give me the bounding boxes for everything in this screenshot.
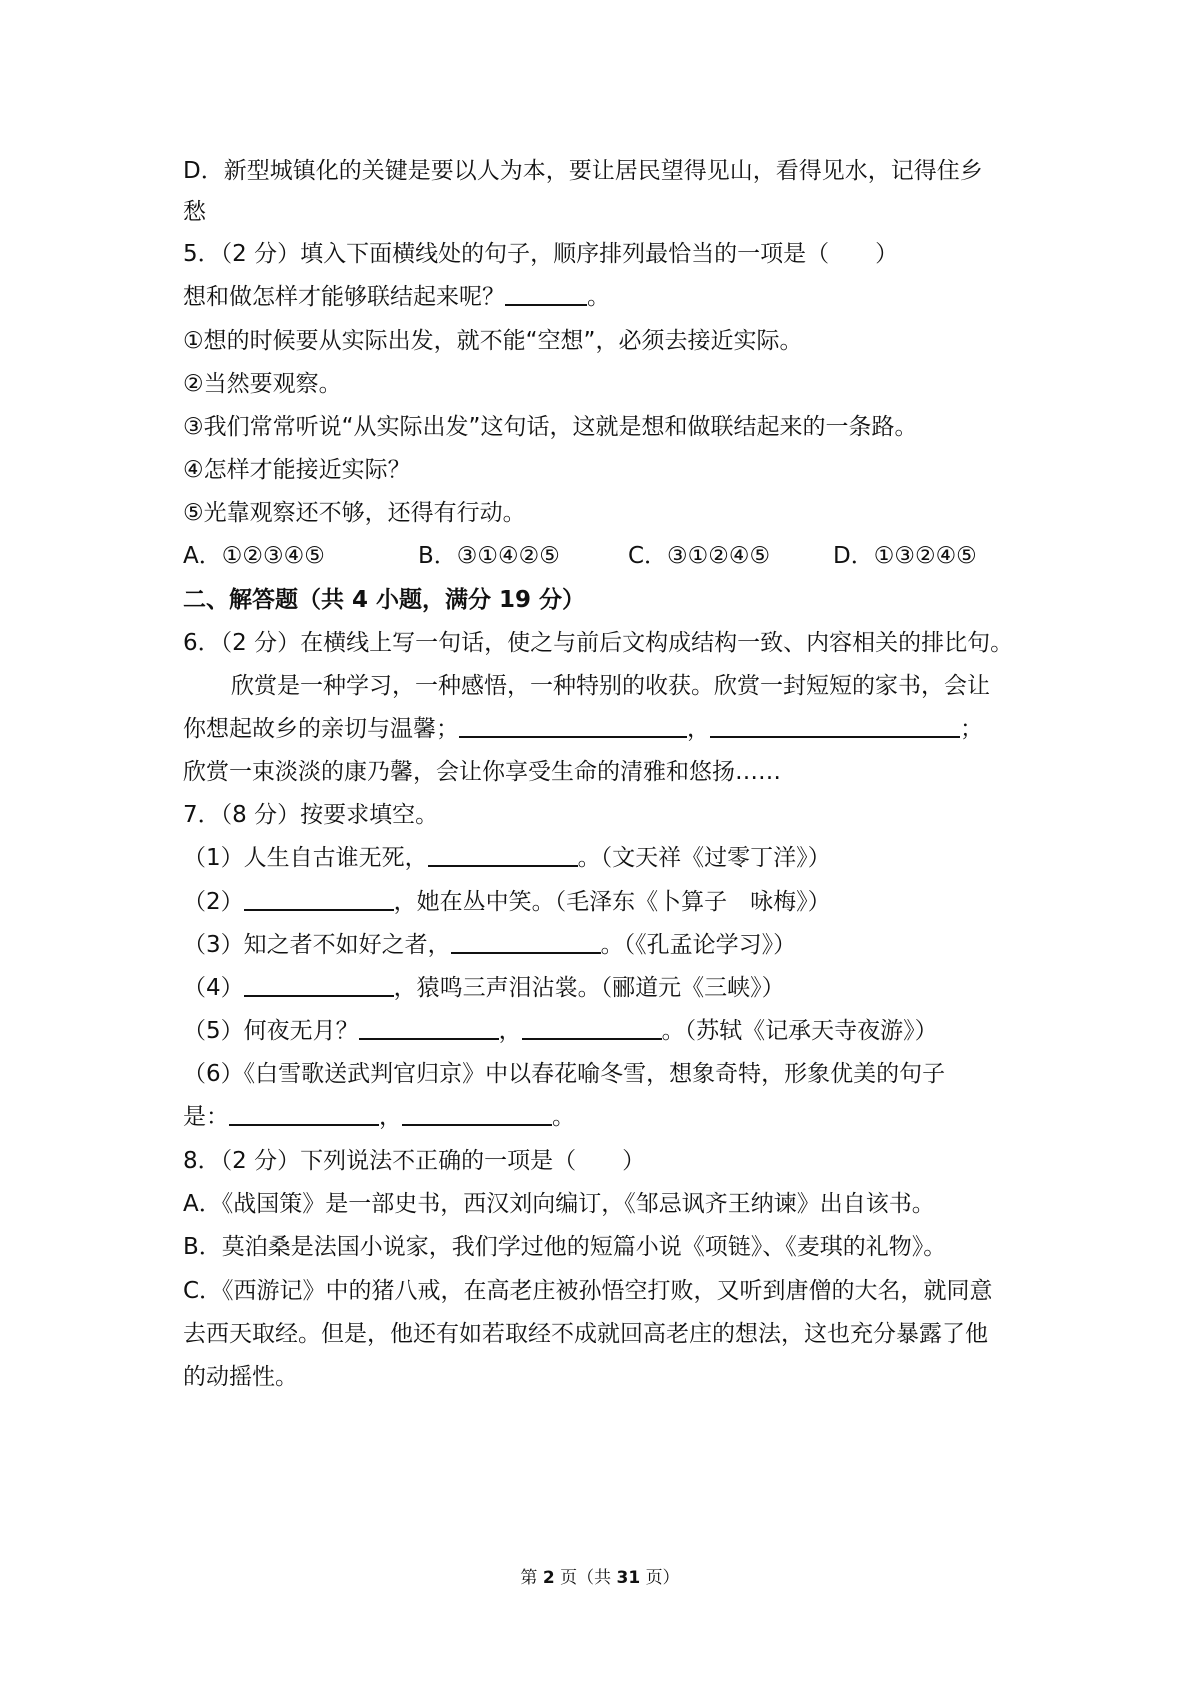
q4-option-d-line1: D．新型城镇化的关键是要以人为本，要让居民望得见山，看得见水，记得住乡 [183,158,983,184]
q7-item-1: （1）人生自古谁无死， 。（文天祥《过零丁洋》） [183,845,831,871]
answer-blank [359,1016,499,1040]
q8-option-c-line3: 的动摇性。 [183,1364,298,1390]
q8-option-b: B．莫泊桑是法国小说家，我们学过他的短篇小说《项链》、《麦琪的礼物》。 [183,1234,947,1260]
q5-lead: 想和做怎样才能够联结起来呢？ 。 [183,284,610,310]
q6-paragraph-line3: 欣赏一束淡淡的康乃馨，会让你享受生命的清雅和悠扬…… [183,759,781,785]
page-number: 2 [542,1568,555,1588]
q7-item-5: （5）何夜无月？ ， 。（苏轼《记承天寺夜游》） [183,1018,938,1044]
q6-stem: 6．（2 分）在横线上写一句话，使之与前后文构成结构一致、内容相关的排比句。 [183,630,1014,656]
answer-blank [451,930,601,954]
q7-item-2: （2） ，她在丛中笑。（毛泽东《卜算子 咏梅》） [183,889,831,915]
q5-option-a: A．①②③④⑤ [183,543,325,569]
q4-option-d-line2: 愁 [183,199,206,225]
q5-item-5: ⑤光靠观察还不够，还得有行动。 [183,500,526,526]
answer-blank [505,282,587,306]
answer-blank [244,973,394,997]
q7-item-6-line1: （6）《白雪歌送武判官归京》中以春花喻冬雪，想象奇特，形象优美的句子 [183,1061,946,1087]
page-footer: 第 2 页（共 31 页） [520,1568,680,1588]
answer-blank [459,714,687,738]
q8-option-c-line2: 去西天取经。但是，他还有如若取经不成就回高老庄的想法，这也充分暴露了他 [183,1321,988,1347]
q5-option-c: C．③①②④⑤ [628,543,771,569]
q7-stem: 7．（8 分）按要求填空。 [183,802,439,828]
q7-item-6-line2: 是： ， 。 [183,1104,575,1130]
q5-item-3: ③我们常常听说“从实际出发”这句话，这就是想和做联结起来的一条路。 [183,414,918,440]
q5-stem: 5．（2 分）填入下面横线处的句子，顺序排列最恰当的一项是（ ） [183,241,899,267]
q5-option-b: B．③①④②⑤ [418,543,560,569]
answer-blank [710,714,960,738]
q8-stem: 8．（2 分）下列说法不正确的一项是（ ） [183,1148,646,1174]
q7-item-4: （4） ，猿鸣三声泪沾裳。（郦道元《三峡》） [183,975,785,1001]
q8-option-a: A．《战国策》是一部史书，西汉刘向编订，《邹忌讽齐王纳谏》出自该书。 [183,1191,935,1217]
q6-paragraph-line2: 你想起故乡的亲切与温馨； ， ； [183,716,983,742]
q5-option-d: D．①③②④⑤ [833,543,977,569]
answer-blank [244,887,394,911]
q5-item-1: ①想的时候要从实际出发，就不能“空想”，必须去接近实际。 [183,328,803,354]
q8-option-c-line1: C．《西游记》中的猪八戒，在高老庄被孙悟空打败，又听到唐僧的大名，就同意 [183,1278,993,1304]
q6-paragraph-line1: 欣赏是一种学习，一种感悟，一种特别的收获。欣赏一封短短的家书，会让 [231,673,990,699]
section-2-title: 二、解答题（共 4 小题，满分 19 分） [183,587,586,613]
page-total: 31 [616,1568,641,1588]
answer-blank [428,843,578,867]
answer-blank [522,1016,662,1040]
q5-item-4: ④怎样才能接近实际？ [183,457,411,483]
q5-item-2: ②当然要观察。 [183,371,342,397]
answer-blank [402,1102,552,1126]
q7-item-3: （3）知之者不如好之者， 。（《孔孟论学习》） [183,932,797,958]
answer-blank [229,1102,379,1126]
q5-lead-text: 想和做怎样才能够联结起来呢？ [183,284,505,310]
